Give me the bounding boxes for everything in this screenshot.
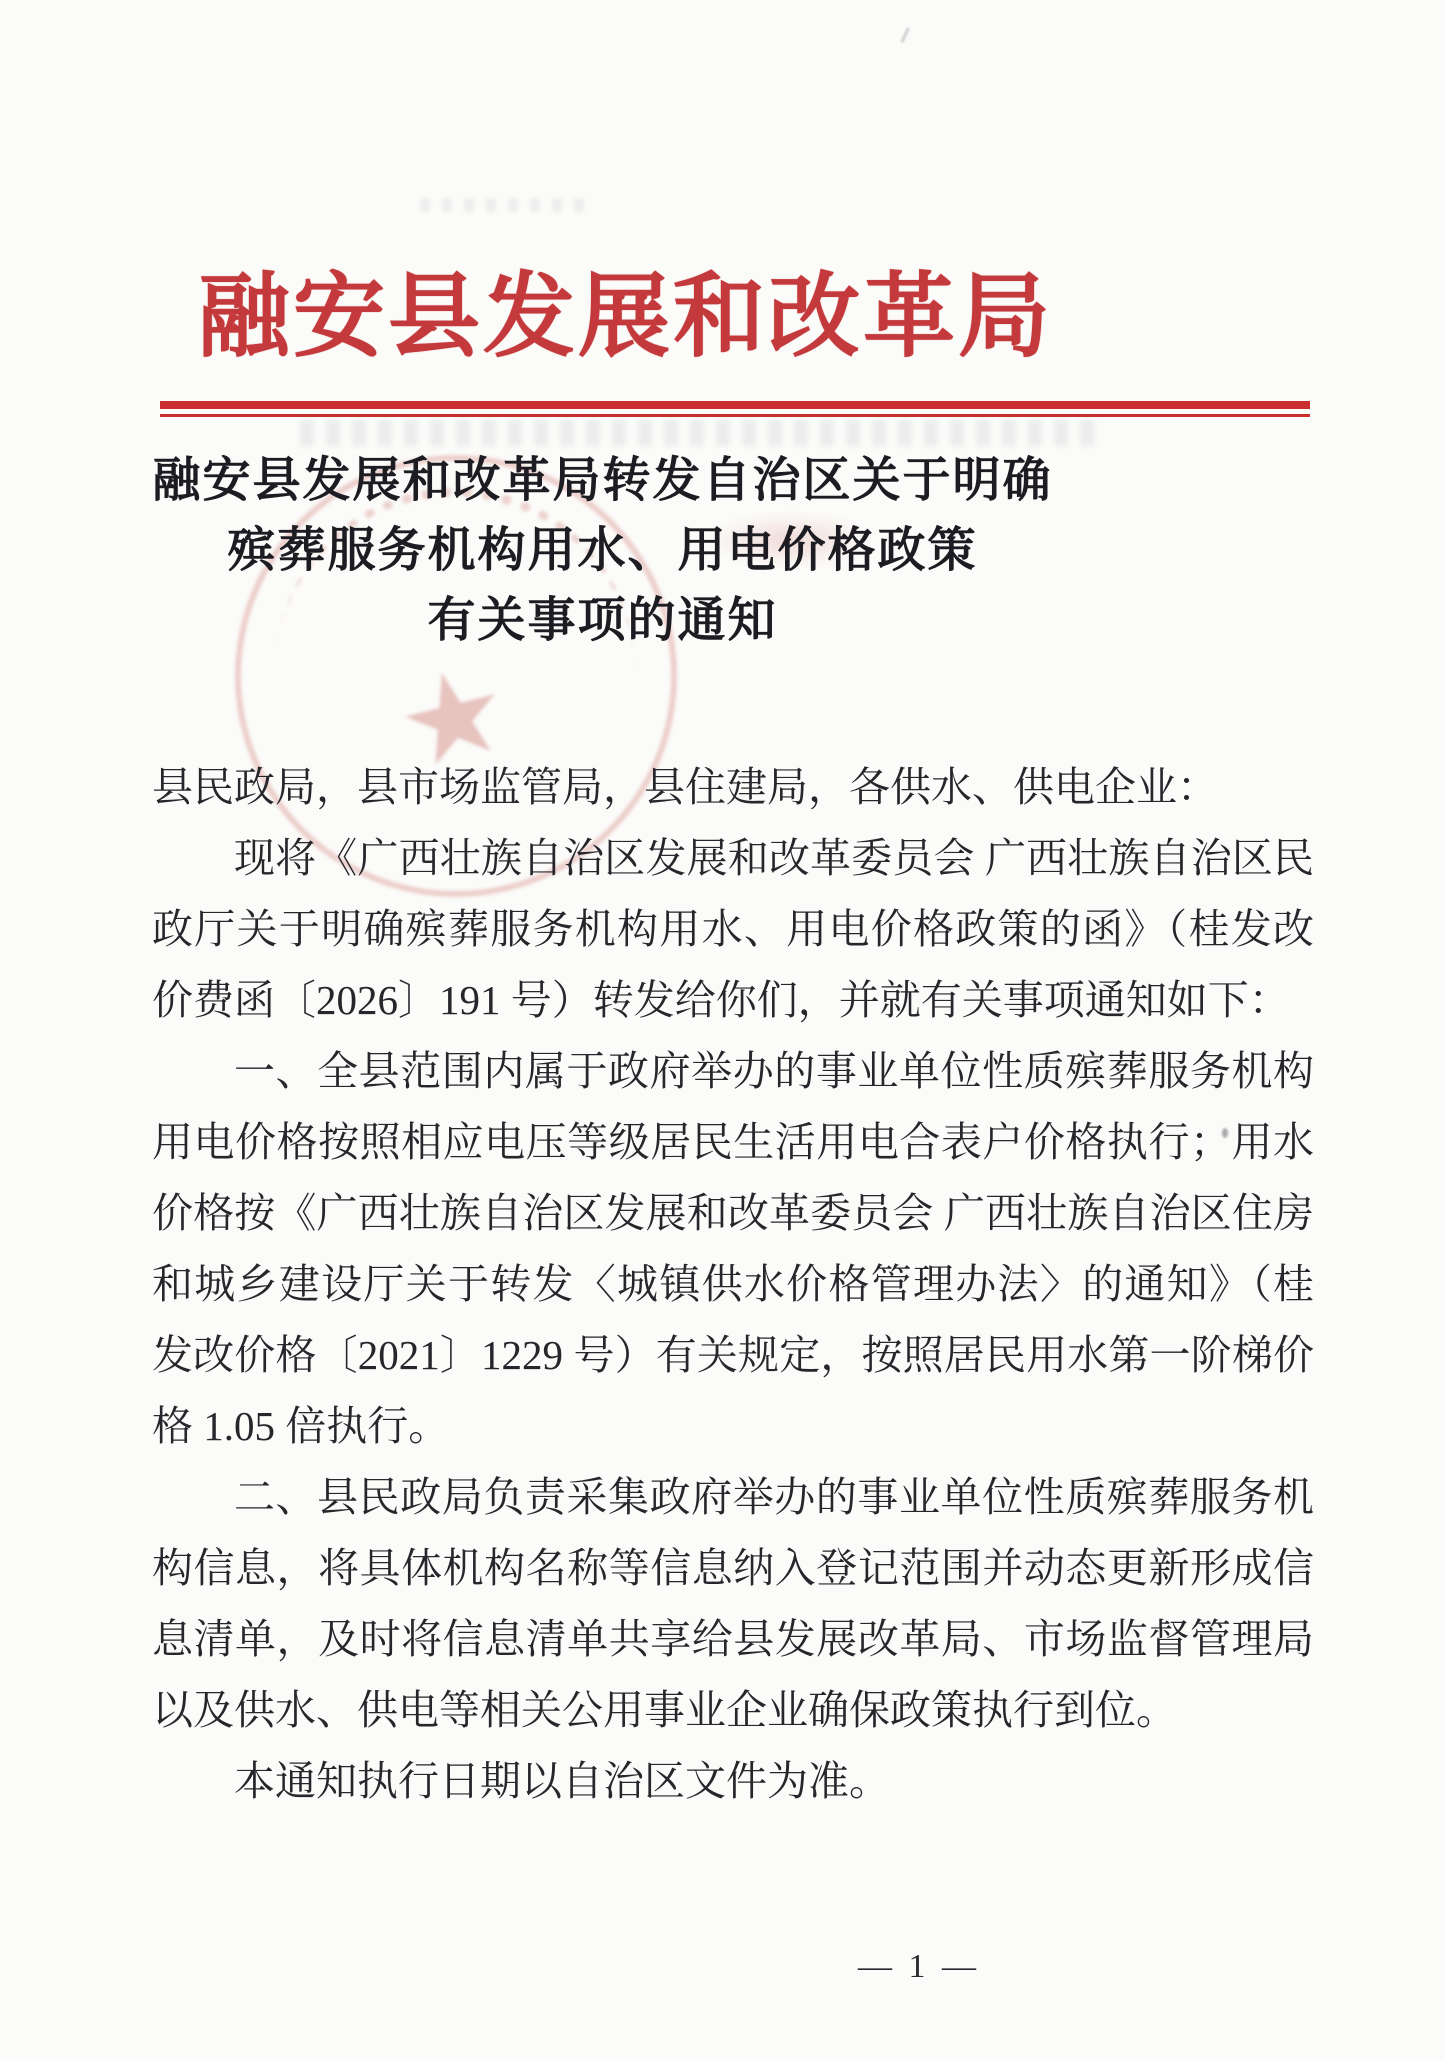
scan-smudge: [420, 198, 590, 212]
document-title-line-1: 融安县发展和改革局转发自治区关于明确: [152, 454, 1053, 507]
body-paragraph-3: 二、县民政局负责采集政府举办的事业单位性质殡葬服务机构信息，将具体机构名称等信息纳入登记范围并动态更新形成信息清单，及时将信息清单共享给县发展改革局、市场监督管理局以及供水、供电等相关公用事业企业确保政策执行到位。: [152, 1474, 1314, 1733]
body-paragraph-4: 本通知执行日期以自治区文件为准。: [234, 1758, 890, 1804]
page-number: — 1 —: [858, 1948, 980, 1985]
document-title-line-2: 殡葬服务机构用水、用电价格政策: [227, 524, 978, 577]
document-title: [0, 446, 1205, 656]
body-paragraph-2: 一、全县范围内属于政府举办的事业单位性质殡葬服务机构用电价格按照相应电压等级居民生活用电合表户价格执行；用水价格按《广西壮族自治区发展和改革委员会 广西壮族自治区住房和城乡建设厅关于转发〈城镇供水价格管理办法〉的通知》（桂发改价格〔2021〕1229 号）有关规定，按照居民用水第一阶梯价格 1.05 倍执行。: [152, 1048, 1314, 1449]
letterhead-rule-thin: [160, 414, 1310, 417]
document-title-line-3: 有关事项的通知: [427, 594, 778, 647]
scan-speck: [900, 27, 922, 49]
body-paragraph-1: 现将《广西壮族自治区发展和改革委员会 广西壮族自治区民政厅关于明确殡葬服务机构用水、用电价格政策的函》（桂发改价费函〔2026〕191 号）转发给你们，并就有关事项通知如下：: [152, 835, 1314, 1023]
letterhead-rule-thick: [160, 401, 1310, 409]
ink-bleedthrough: [300, 420, 1100, 446]
letterhead-title: 融安县发展和改革局: [198, 266, 1054, 368]
salutation-line: 县民政局，县市场监管局，县住建局，各供水、供电企业：: [152, 764, 1218, 810]
document-body: [152, 752, 1314, 1817]
seal-star-icon: ★: [384, 637, 523, 799]
